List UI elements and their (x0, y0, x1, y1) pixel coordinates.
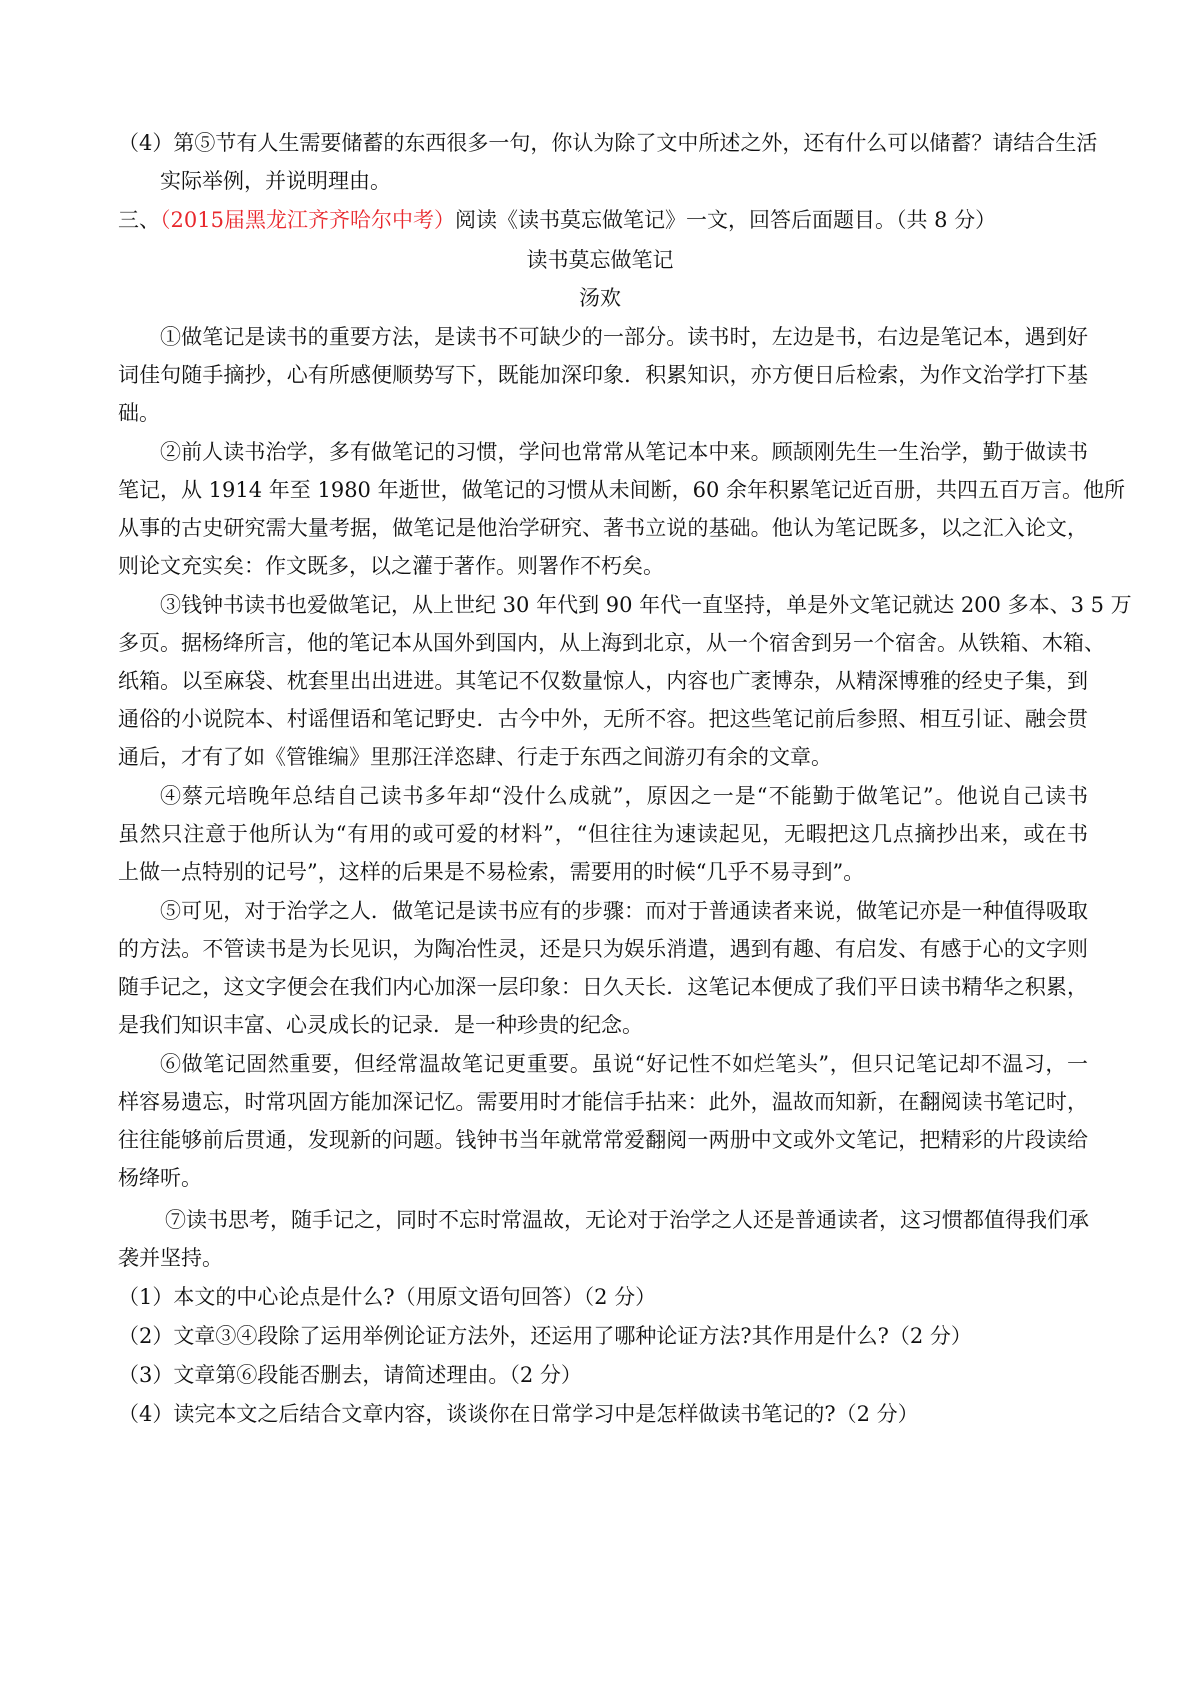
p1-line-1: ①做笔记是读书的重要方法，是读书不可缺少的一部分。读书时，左边是书，右边是笔记本，遇到好 (160, 325, 1088, 349)
section-3-heading (118, 205, 996, 235)
p6-line-2: 样容易遗忘，时常巩固方能加深记忆。需要用时才能信手拈来：此外，温故而知新，在翻阅读书笔记时， (118, 1090, 1088, 1114)
article-author: 汤欢 (579, 286, 621, 310)
top-question-line-1: （4）第⑤节有人生需要储蓄的东西很多一句，你认为除了文中所述之外，还有什么可以储蓄？请结合生活 (118, 131, 1098, 155)
p7-line-1: ⑦读书思考，随手记之，同时不忘时常温故，无论对于治学之人还是普通读者，这习惯都值得我们承 (165, 1208, 1089, 1232)
p1-line-2: 词佳句随手摘抄，心有所感便顺势写下，既能加深印象．积累知识，亦方便日后检索，为作文治学打下基 (118, 363, 1088, 387)
p3-line-4: 通俗的小说院本、村谣俚语和笔记野史．古今中外，无所不容。把这些笔记前后参照、相互引证、融会贯 (118, 707, 1088, 731)
question-1: （1）本文的中心论点是什么?（用原文语句回答）（2 分） (118, 1285, 657, 1309)
p4-line-2: 虽然只注意于他所认为“有用的或可爱的材料”，“但往往为速读起见，无暇把这几点摘抄出来，或在书 (118, 822, 1088, 846)
p2-line-2: 笔记，从 1914 年至 1980 年逝世，做笔记的习惯从未间断，60 余年积累笔记近百册，共四五百万言。他所 (118, 478, 1125, 502)
section-3-source: （2015届黑龙江齐齐哈尔中考） (160, 208, 455, 232)
p2-line-1: ②前人读书治学，多有做笔记的习惯，学问也常常从笔记本中来。顾颉刚先生一生治学，勤于做读书 (160, 440, 1088, 464)
p6-line-1: ⑥做笔记固然重要，但经常温故笔记更重要。虽说“好记性不如烂笔头”，但只记笔记却不温习，一 (160, 1052, 1088, 1076)
question-4: （4）读完本文之后结合文章内容，谈谈你在日常学习中是怎样做读书笔记的?（2 分） (118, 1402, 919, 1426)
question-2: （2）文章③④段除了运用举例论证方法外，还运用了哪种论证方法?其作用是什么?（2 分） (118, 1324, 972, 1348)
p3-line-3: 纸箱。以至麻袋、枕套里出出进进。其笔记不仅数量惊人，内容也广袤博杂，从精深博雅的经史子集，到 (118, 669, 1088, 693)
p5-line-4: 是我们知识丰富、心灵成长的记录．是一种珍贵的纪念。 (118, 1013, 643, 1037)
p3-line-1: ③钱钟书读书也爱做笔记，从上世纪 30 年代到 90 年代一直坚持，单是外文笔记就达 200 多本、3 5 万 (160, 593, 1132, 617)
p6-line-4: 杨绛听。 (118, 1166, 202, 1190)
top-question-line-2: 实际举例，并说明理由。 (160, 169, 391, 193)
section-3-prefix: 三、 (118, 208, 160, 232)
p3-line-2: 多页。据杨绛所言，他的笔记本从国外到国内，从上海到北京，从一个宿舍到另一个宿舍。从铁箱、木箱、 (118, 631, 1105, 655)
question-3: （3）文章第⑥段能否删去，请简述理由。（2 分） (118, 1363, 582, 1387)
p5-line-1: ⑤可见，对于治学之人．做笔记是读书应有的步骤：而对于普通读者来说，做笔记亦是一种值得吸取 (160, 899, 1088, 923)
p7-line-2: 袭并坚持。 (118, 1246, 223, 1270)
p3-line-5: 通后，才有了如《管锥编》里那汪洋恣肆、行走于东西之间游刃有余的文章。 (118, 745, 832, 769)
p5-line-3: 随手记之，这文字便会在我们内心加深一层印象：日久天长．这笔记本便成了我们平日读书精华之积累， (118, 975, 1088, 999)
p6-line-3: 往往能够前后贯通，发现新的问题。钱钟书当年就常常爱翻阅一两册中文或外文笔记，把精彩的片段读给 (118, 1128, 1088, 1152)
article-title: 读书莫忘做笔记 (526, 248, 674, 272)
p4-line-3: 上做一点特别的记号”，这样的后果是不易检索，需要用的时候“几乎不易寻到”。 (118, 860, 865, 884)
p2-line-3: 从事的古史研究需大量考据，做笔记是他治学研究、著书立说的基础。他认为笔记既多，以之汇入论文， (118, 516, 1088, 540)
p5-line-2: 的方法。不管读书是为长见识，为陶冶性灵，还是只为娱乐消遣，遇到有趣、有启发、有感于心的文字则 (118, 937, 1088, 961)
section-3-instruction: 阅读《读书莫忘做笔记》一文，回答后面题目。（共 8 分） (454, 208, 997, 232)
p2-line-4: 则论文充实矣：作文既多，以之灌于著作。则署作不朽矣。 (118, 554, 664, 578)
p4-line-1: ④蔡元培晚年总结自己读书多年却“没什么成就”，原因之一是“不能勤于做笔记”。他说自己读书 (160, 784, 1088, 808)
p1-line-3: 础。 (118, 401, 160, 425)
